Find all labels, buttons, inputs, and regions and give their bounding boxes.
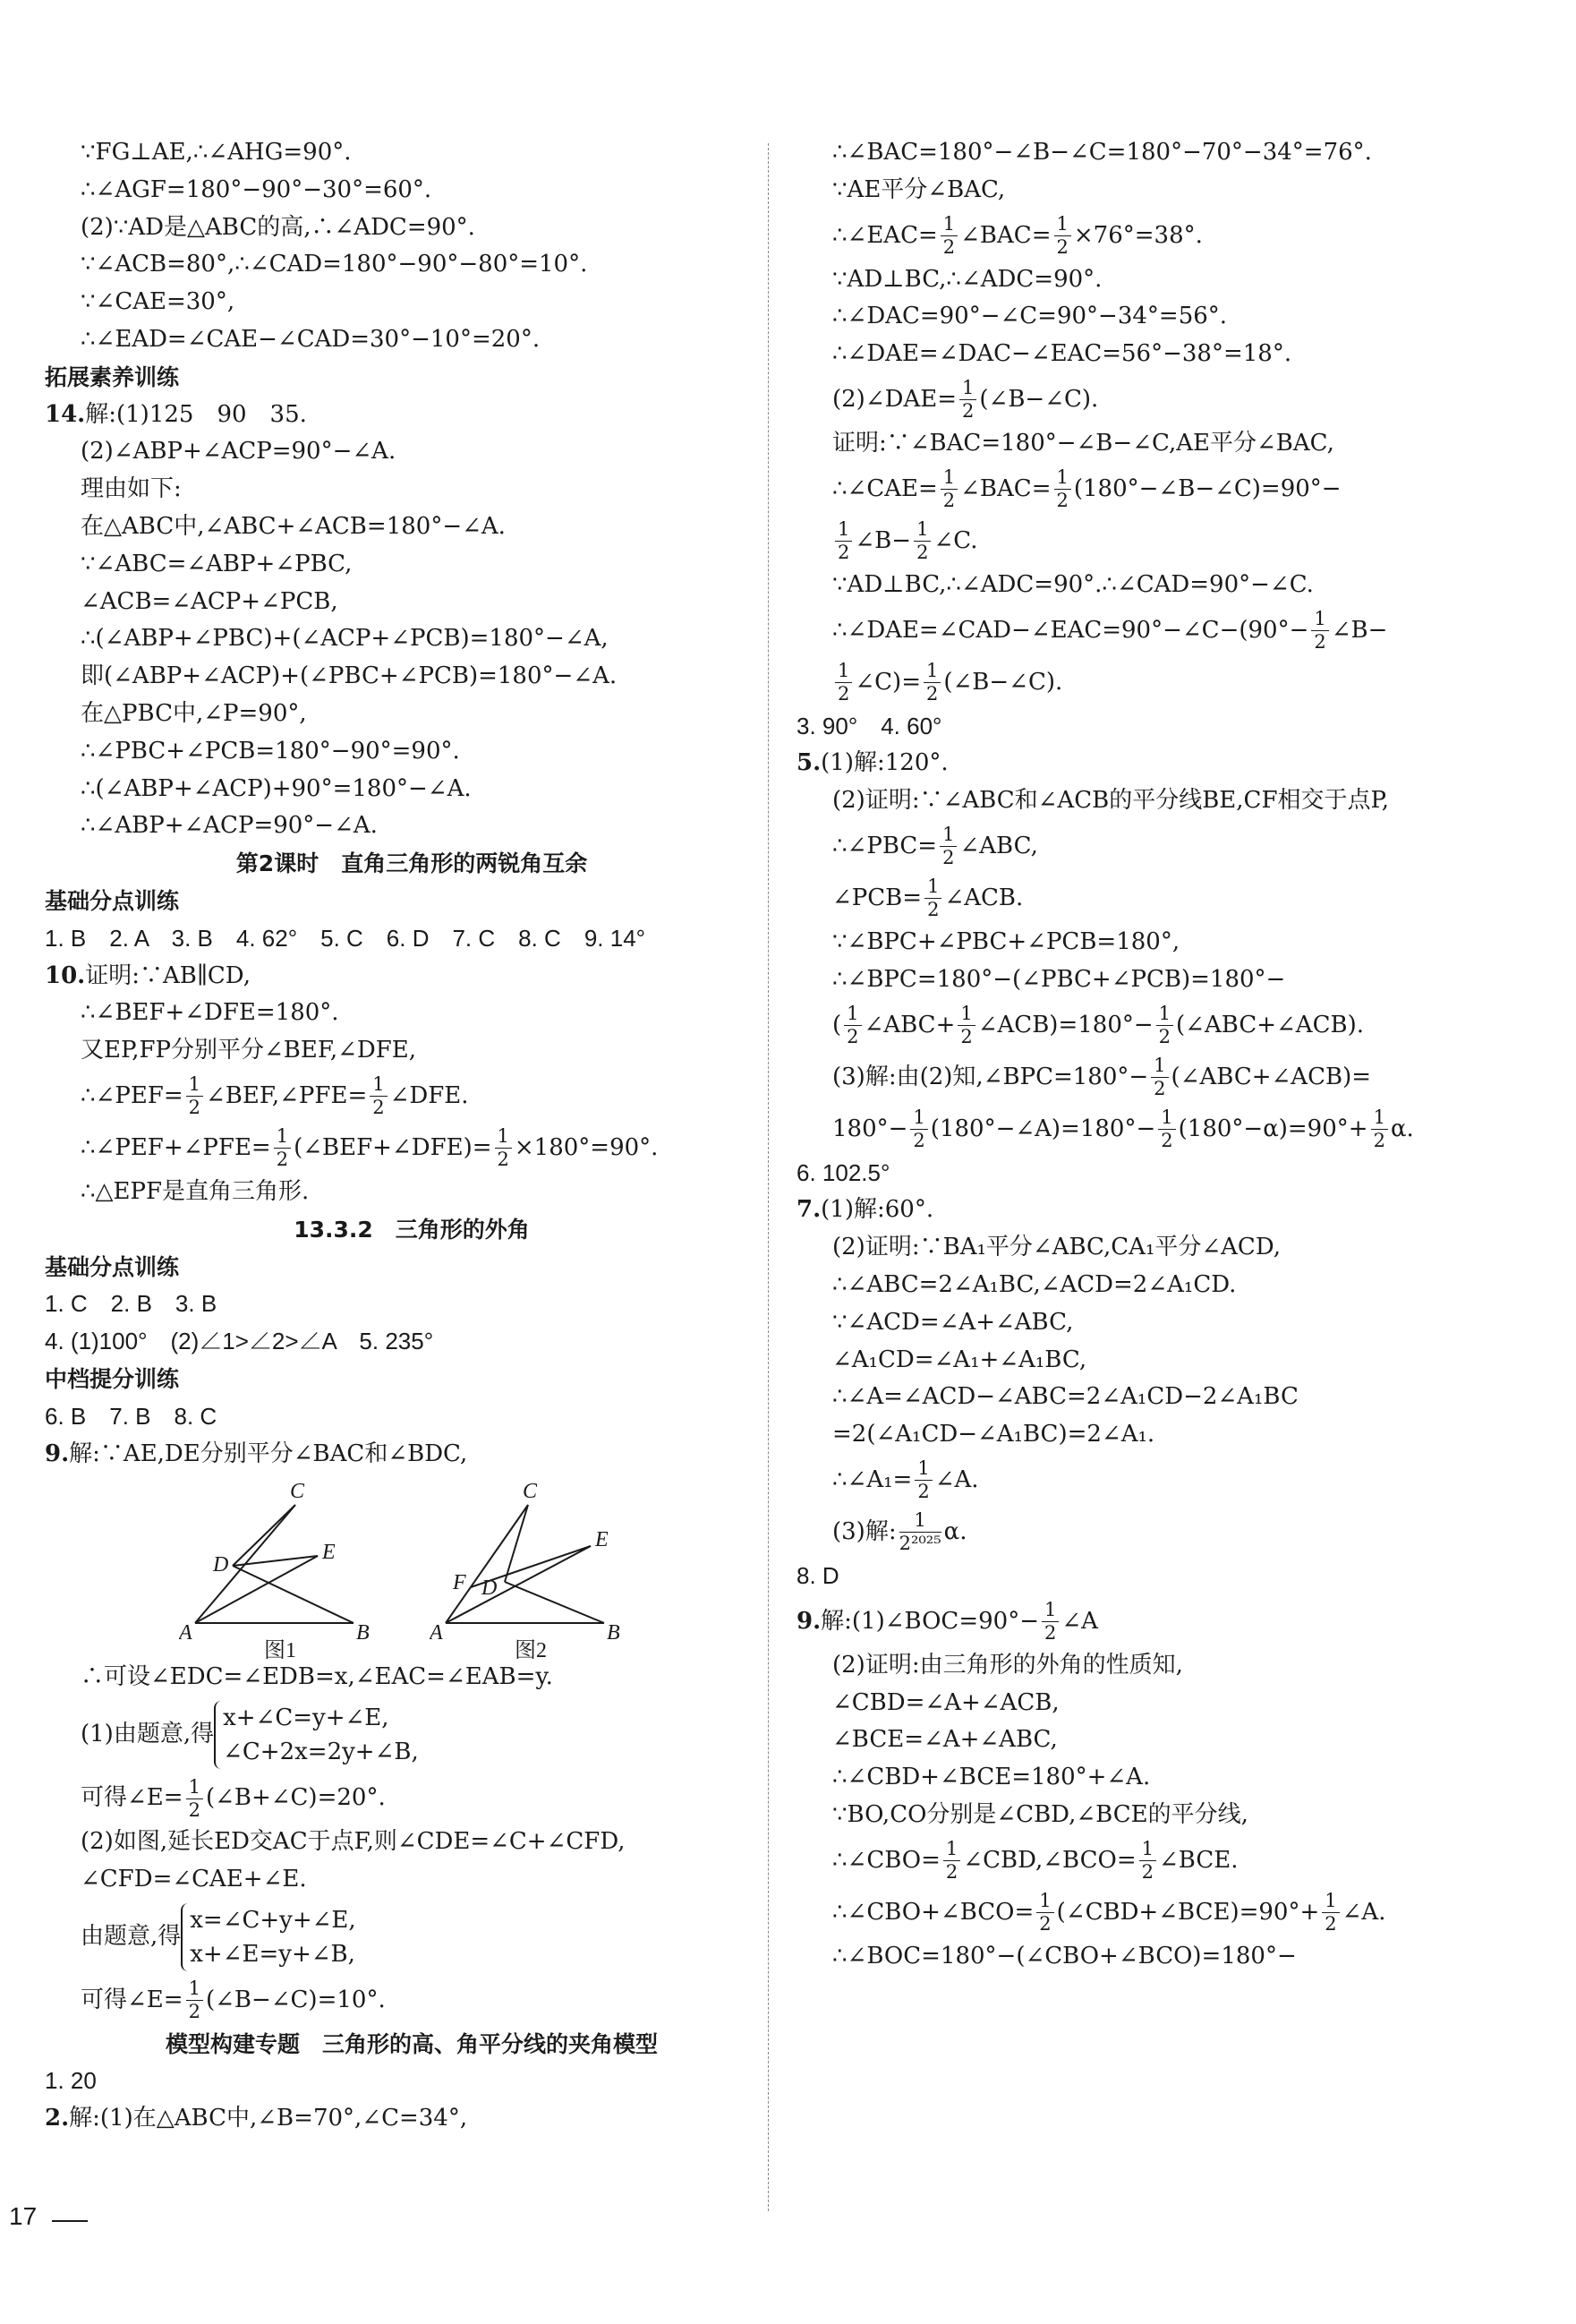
answer-row: 6. B 7. B 8. C <box>45 1402 217 1430</box>
fraction: $\frac{1}{2}$ <box>1139 1840 1156 1882</box>
page-number-dash <box>52 2220 88 2222</box>
text-line: (2)证明:∵BA₁平分∠ABC,CA₁平分∠ACD, <box>832 1234 1282 1261</box>
fraction: $\frac{1}{2}$ <box>1036 1892 1053 1934</box>
text-line: ∴∠EAD=∠CAE−∠CAD=30°−10°=20°. <box>81 325 541 353</box>
section-title: 13.3.2 三角形的外角 <box>294 1216 530 1243</box>
text-line <box>797 604 1530 656</box>
question-number: 14. <box>45 400 86 428</box>
text-line: (2)∠ABP+∠ACP=90°−∠A. <box>81 438 396 466</box>
fraction: $\frac{1}{2}$ <box>1371 1108 1388 1150</box>
text-line <box>797 209 1530 261</box>
label-e: E <box>322 1541 336 1565</box>
text: ∠B− <box>855 526 912 554</box>
text: ∠ACB. <box>944 884 1024 911</box>
text: (1)解:60°. <box>821 1196 934 1224</box>
text: ∠ABC+ <box>864 1011 956 1038</box>
text-line: ∠A₁CD=∠A₁+∠A₁BC, <box>832 1346 1087 1373</box>
fraction: $\frac{1}{2}$ <box>186 1778 203 1820</box>
text: ( <box>832 1011 842 1038</box>
text-line: ∵∠BPC+∠PBC+∠PCB=180°, <box>832 927 1180 955</box>
answer-row: 4. (1)100° (2)∠1>∠2>∠A 5. 235° <box>45 1328 434 1355</box>
lesson-title: 第2课时 直角三角形的两锐角互余 <box>235 850 588 877</box>
text-line <box>797 515 1530 567</box>
text-line: =2(∠A₁CD−∠A₁BC)=2∠A₁. <box>832 1421 1155 1448</box>
section-heading-jichu: 基础分点训练 <box>45 1253 180 1280</box>
answer-row: 6. 102.5° <box>797 1158 890 1186</box>
text: 180°− <box>832 1115 908 1142</box>
fraction: $\frac{1}{2}$ <box>943 1840 960 1882</box>
text: α. <box>943 1517 967 1545</box>
text-line: 又EP,FP分别平分∠BEF,∠DFE, <box>81 1037 417 1064</box>
text-line: ∴∠BAC=180°−∠B−∠C=180°−70°−34°=76°. <box>832 139 1372 166</box>
fraction: $\frac{1}{2}$ <box>274 1127 291 1169</box>
fraction: $\frac{1}{2}$ <box>914 520 931 562</box>
text: ∠A. <box>934 1465 979 1493</box>
fraction: $\frac{1}{2}$ <box>1151 1056 1168 1098</box>
label-d: D <box>481 1576 498 1601</box>
text: ∴∠A₁= <box>832 1465 913 1493</box>
text: ∠A. <box>1342 1898 1386 1926</box>
text-line: ∴可设∠EDC=∠EDB=x,∠EAC=∠EAB=y. <box>81 1663 553 1691</box>
text-line: 在△PBC中,∠P=90°, <box>81 699 307 727</box>
fraction: $\frac{1}{2}$ <box>186 1979 203 2021</box>
text: ×180°=90°. <box>514 1133 659 1161</box>
fraction: $\frac{1}{2}$ <box>186 1075 203 1117</box>
text-line: ∵AE平分∠BAC, <box>832 175 1006 203</box>
text-line <box>45 1122 779 1174</box>
text: ∠BCE. <box>1159 1846 1239 1874</box>
text: ×76°=38°. <box>1073 221 1203 249</box>
text: ∠PCB= <box>832 884 923 911</box>
question-number: 7. <box>797 1196 822 1224</box>
text: ∠DFE. <box>389 1081 469 1109</box>
text-line: ∵∠ACB=80°,∴∠CAD=180°−90°−80°=10°. <box>81 251 588 278</box>
text: ∠C. <box>933 526 978 554</box>
text-line: ∵∠ACD=∠A+∠ABC, <box>832 1308 1074 1336</box>
text-line <box>797 656 1530 708</box>
text: (180°−α)=90°+ <box>1178 1115 1368 1142</box>
fraction: $\frac{1}{2}$ <box>958 1004 975 1047</box>
text: (∠CBD+∠BCE)=90°+ <box>1056 1898 1320 1926</box>
text: 解:(1)∠BOC=90°− <box>821 1607 1039 1635</box>
text-line <box>797 999 1530 1051</box>
text-line <box>797 1454 1530 1506</box>
text-line: ∴∠BEF+∠DFE=180°. <box>81 999 339 1027</box>
text: ∠ACB)=180°− <box>977 1011 1154 1038</box>
fraction: $\frac{1}{2}$ <box>1158 1108 1175 1150</box>
text-line: ∠CFD=∠CAE+∠E. <box>81 1865 307 1893</box>
text-line <box>797 820 1530 872</box>
page-number: 17 <box>9 2202 38 2230</box>
text: (1)解:120°. <box>821 749 949 777</box>
text: (180°−∠B−∠C)=90°− <box>1073 474 1342 502</box>
text: 由题意,得 <box>81 1922 182 1950</box>
text-line: 即(∠ABP+∠ACP)+(∠PBC+∠PCB)=180°−∠A. <box>81 662 618 690</box>
text-line <box>45 1772 779 1824</box>
label-e: E <box>595 1528 609 1552</box>
text: (∠B−∠C)=10°. <box>205 1986 386 2013</box>
text: 证明:∵AB∥CD, <box>85 961 251 989</box>
text: ∠A <box>1061 1607 1098 1635</box>
text-line <box>797 1886 1530 1938</box>
question-7 <box>797 1192 1530 1229</box>
text-line: ∵AD⊥BC,∴∠ADC=90°. <box>832 265 1103 293</box>
text-line: ∴∠DAE=∠DAC−∠EAC=56°−38°=18°. <box>832 340 1292 368</box>
question-5 <box>797 745 1530 782</box>
answer-row: 1. C 2. B 3. B <box>45 1290 217 1318</box>
fraction: $\frac{1}{2}$ <box>959 379 976 421</box>
fraction: $\frac{1}{2}$ <box>370 1075 387 1117</box>
label-d: D <box>213 1553 229 1577</box>
label-b: B <box>607 1621 620 1645</box>
text-line: ∴∠CBD+∠BCE=180°+∠A. <box>832 1764 1151 1791</box>
text-line <box>797 1506 1530 1558</box>
fraction: $\frac{1}{2}$ <box>910 1108 927 1150</box>
label-a: A <box>179 1621 192 1645</box>
text: ∴∠CBO= <box>832 1846 941 1874</box>
figure-2-diagram <box>430 1473 653 1652</box>
equation-system: x+∠C=y+∠E, ∠C+2x=2y+∠B, <box>214 1701 419 1769</box>
text-line: ∴∠BPC=180°−(∠PBC+∠PCB)=180°− <box>832 965 1286 993</box>
fraction: $\frac{1}{2}$ <box>1311 610 1328 652</box>
text: ∠BAC= <box>960 474 1052 502</box>
label-c: C <box>523 1480 538 1504</box>
equation-system: x=∠C+y+∠E, x+∠E=y+∠B, <box>181 1903 355 1971</box>
text: ∠C)= <box>855 668 921 696</box>
text: ∴∠CAE= <box>832 474 938 502</box>
text-line: ∵∠ABC=∠ABP+∠PBC, <box>81 550 353 577</box>
text: ∴∠CBO+∠BCO= <box>832 1898 1035 1926</box>
text: (∠ABC+∠ACB)= <box>1171 1063 1372 1090</box>
question-14 <box>45 397 779 434</box>
text: (180°−∠A)=180°− <box>930 1115 1156 1142</box>
left-column <box>45 134 779 2138</box>
text-line: ∴△EPF是直角三角形. <box>81 1177 310 1205</box>
text-line: ∵AD⊥BC,∴∠ADC=90°.∴∠CAD=90°−∠C. <box>832 570 1314 598</box>
text-line <box>797 1834 1530 1886</box>
question-10 <box>45 958 779 995</box>
answer-row: 1. 20 <box>45 2067 97 2095</box>
label-b: B <box>356 1621 370 1645</box>
text-line: ∵BO,CO分别是∠CBD,∠BCE的平分线, <box>832 1800 1248 1828</box>
fraction: $\frac{1}{2}$ <box>924 662 941 704</box>
text-line: ∴∠ABP+∠ACP=90°−∠A. <box>81 812 378 840</box>
text: α. <box>1390 1115 1414 1142</box>
figures <box>45 1473 779 1663</box>
text: 解:(1)在△ABC中,∠B=70°,∠C=34°, <box>69 2105 468 2132</box>
fraction: $\frac{1}{2}$ <box>941 468 958 510</box>
fraction: $\frac{1}{2}$ <box>1054 215 1071 257</box>
text: ∴∠PEF= <box>81 1081 183 1109</box>
text: ∴∠PEF+∠PFE= <box>81 1133 271 1161</box>
text-line: (2)证明:由三角形的外角的性质知, <box>832 1651 1183 1679</box>
text: 解:∵AE,DE分别平分∠BAC和∠BDC, <box>69 1440 468 1467</box>
text: ∠ABC, <box>959 832 1038 859</box>
text-line <box>797 1051 1530 1103</box>
text: (1)由题意,得 <box>81 1721 215 1748</box>
text: (2)∠DAE= <box>832 385 958 413</box>
text-line: 证明:∵∠BAC=180°−∠B−∠C,AE平分∠BAC, <box>832 429 1334 457</box>
text-line: ∴∠DAC=90°−∠C=90°−34°=56°. <box>832 303 1228 330</box>
question-2 <box>45 2100 779 2138</box>
question-9 <box>45 1436 779 1474</box>
fraction: $\frac{1}{2}$ <box>835 520 852 562</box>
text: (∠ABC+∠ACB). <box>1176 1011 1364 1038</box>
figure-1 <box>179 1473 403 1663</box>
text-line: ∠ACB=∠ACP+∠PCB, <box>81 587 338 615</box>
text-line <box>797 463 1530 515</box>
answer-row: 3. 90° 4. 60° <box>797 712 942 739</box>
question-number: 5. <box>797 749 822 777</box>
text: ∠BAC= <box>960 221 1052 249</box>
answer-row: 1. B 2. A 3. B 4. 62° 5. C 6. D 7. C 8. C 9. 14° <box>45 924 646 952</box>
fraction: $\frac{1}{2}$ <box>941 215 958 257</box>
question-9 <box>797 1595 1530 1647</box>
text-line: ∵∠CAE=30°, <box>81 288 235 316</box>
fraction: $\frac{1}{2}$ <box>940 825 957 867</box>
fraction: $\frac{1}{2}$ <box>495 1127 512 1169</box>
text: 解:(1)125 90 35. <box>85 400 307 428</box>
text-line: ∠CBD=∠A+∠ACB, <box>832 1688 1060 1716</box>
question-number: 9. <box>797 1607 822 1635</box>
text-line <box>797 872 1530 924</box>
text: ∴∠EAC= <box>832 221 938 249</box>
fraction: $\frac{1}{2}$ <box>1322 1892 1339 1934</box>
text-line <box>45 1070 779 1122</box>
text-line: ∴∠A=∠ACD−∠ABC=2∠A₁CD−2∠A₁BC <box>832 1383 1299 1411</box>
text-line: (2)∵AD是△ABC的高,∴∠ADC=90°. <box>81 213 475 241</box>
text: ∠B− <box>1331 616 1388 644</box>
text: ∠BEF,∠PFE= <box>206 1081 368 1109</box>
text-line: (2)如图,延长ED交AC于点F,则∠CDE=∠C+∠CFD, <box>81 1828 626 1856</box>
text-line: 在△ABC中,∠ABC+∠ACB=180°−∠A. <box>81 512 506 540</box>
text: 可得∠E= <box>81 1986 183 2013</box>
text-line <box>797 1103 1530 1155</box>
text-line: ∴∠BOC=180°−(∠CBO+∠BCO)=180°− <box>832 1942 1297 1969</box>
text-line: ∴∠ABC=2∠A₁BC,∠ACD=2∠A₁CD. <box>832 1270 1237 1298</box>
text-line: ∠BCE=∠A+∠ABC, <box>832 1726 1058 1754</box>
text-line <box>45 1696 779 1772</box>
text-line: ∴∠PBC+∠PCB=180°−90°=90°. <box>81 737 460 765</box>
fraction: $\frac{1}{2}$ <box>924 877 941 919</box>
question-number: 2. <box>45 2105 70 2132</box>
section-heading-jichu: 基础分点训练 <box>45 887 180 914</box>
text-line: ∴(∠ABP+∠ACP)+90°=180°−∠A. <box>81 774 472 802</box>
fraction: $\frac{1}{2}$ <box>835 662 852 704</box>
text-line <box>797 373 1530 425</box>
text: ∴∠PBC= <box>832 832 938 859</box>
right-column <box>797 134 1530 1976</box>
fraction: $\frac{1}{2}$ <box>1156 1004 1173 1047</box>
fraction: $\frac{1}{2}$ <box>1054 468 1071 510</box>
text: ∠CBD,∠BCO= <box>963 1846 1137 1874</box>
text: (3)解:由(2)知,∠BPC=180°− <box>832 1063 1149 1090</box>
section-heading-tuozhan: 拓展素养训练 <box>45 363 180 390</box>
text-line: 理由如下: <box>81 475 182 503</box>
text-line: ∴∠AGF=180°−90°−30°=60°. <box>81 175 432 203</box>
figure-2-caption: 图2 <box>515 1639 547 1663</box>
text: 可得∠E= <box>81 1784 183 1812</box>
text-line: ∴(∠ABP+∠PBC)+(∠ACP+∠PCB)=180°−∠A, <box>81 625 609 653</box>
section-heading-zhongdang: 中档提分训练 <box>45 1365 180 1392</box>
text: (∠BEF+∠DFE)= <box>294 1133 492 1161</box>
text: ∴∠DAE=∠CAD−∠EAC=90°−∠C−(90°− <box>832 616 1309 644</box>
text: (∠B+∠C)=20°. <box>205 1784 386 1812</box>
label-c: C <box>290 1480 305 1504</box>
question-number: 9. <box>45 1440 70 1467</box>
fraction: $\frac{1}{\text{2²⁰²⁵}}$ <box>899 1509 941 1555</box>
answer-row: 8. D <box>797 1561 839 1589</box>
text-line <box>45 1974 779 2026</box>
text: (∠B−∠C). <box>979 385 1099 413</box>
text-line <box>45 1899 779 1974</box>
text: (3)解: <box>832 1517 897 1545</box>
text-line: ∵FG⊥AE,∴∠AHG=90°. <box>81 139 352 166</box>
fraction: $\frac{1}{2}$ <box>844 1004 861 1047</box>
section-title: 模型构建专题 三角形的高、角平分线的夹角模型 <box>165 2030 658 2057</box>
label-f: F <box>453 1571 466 1595</box>
fraction: $\frac{1}{2}$ <box>1042 1601 1059 1643</box>
figure-1-diagram <box>179 1473 403 1652</box>
question-number: 10. <box>45 961 86 989</box>
fraction: $\frac{1}{2}$ <box>915 1459 932 1501</box>
text: (∠B−∠C). <box>943 668 1063 696</box>
text-line: (2)证明:∵∠ABC和∠ACB的平分线BE,CF相交于点P, <box>832 787 1389 815</box>
label-a: A <box>430 1621 443 1645</box>
figure-1-caption: 图1 <box>264 1639 296 1663</box>
figure-2 <box>430 1473 653 1663</box>
